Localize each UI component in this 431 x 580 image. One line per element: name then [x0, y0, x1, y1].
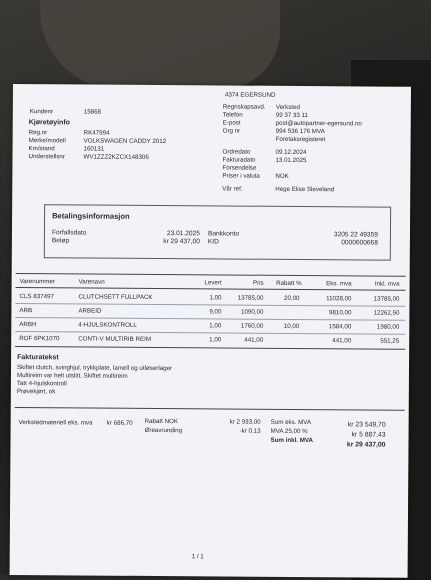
table-cell: 4-HJULSKONTROLL: [78, 321, 137, 328]
vehicle-title: Kjøretøyinfo: [29, 119, 70, 126]
discount-label: Rabatt NOK: [145, 418, 178, 425]
sum-ex-label: Sum eks. MVA: [271, 419, 312, 426]
table-row: ARBH: [19, 321, 36, 328]
order-value-currency: NOK: [275, 173, 288, 180]
vehicle-label-km: Km/stand: [29, 145, 55, 152]
supplier-city: 4374 EGERSUND: [225, 91, 276, 98]
table-cell: 1,00: [181, 294, 221, 301]
th-varenavn: Varenavn: [79, 278, 105, 285]
table-cell: CONTI-V MULTIRIB REIM: [78, 335, 151, 343]
th-pris: Pris: [224, 279, 264, 286]
payment-kid-value: 0000600668: [292, 239, 378, 247]
table-cell: 10,00: [259, 323, 299, 330]
table-cell: 13785,00: [355, 295, 399, 302]
invoice-paper: [10, 84, 411, 578]
discount-value: kr 2 933,00: [211, 418, 261, 425]
vat-value: kr 5 887,43: [331, 431, 386, 438]
row-divider: [15, 331, 405, 335]
table-cell: 1980,00: [355, 323, 399, 330]
order-value-invdate: 13.01.2025: [275, 157, 306, 164]
rounding-value: -kr 0,13: [211, 427, 261, 434]
vehicle-value-reg: RK47994: [84, 129, 110, 136]
payment-due-value: 23.01.2025: [132, 230, 200, 237]
order-ref-value: Hege Elise Sleveland: [275, 186, 334, 193]
notes-line: Prøvekjørt, ok: [17, 388, 56, 395]
order-label-date: Ordredato: [223, 148, 251, 155]
value-phone: 99 37 33 11: [276, 112, 308, 119]
table-cell: 13785,00: [223, 294, 263, 301]
table-cell: 9810,00: [307, 309, 351, 316]
label-org: Org nr: [223, 127, 241, 134]
page-number: 1 / 1: [192, 553, 204, 560]
materials-value: kr 686,70: [91, 420, 133, 427]
table-row: ROF 6PK1070: [19, 335, 59, 342]
vehicle-value-km: 160131: [84, 145, 105, 152]
table-cell: 1,00: [181, 322, 221, 329]
table-top-line: [16, 273, 406, 277]
order-label-invdate: Fakturadato: [222, 156, 255, 163]
materials-label: Verkstedmateriell eks. mva: [19, 419, 93, 427]
row-divider: [15, 317, 405, 321]
row-divider: [15, 303, 405, 307]
payment-kid-label: KID: [208, 238, 219, 245]
payment-bank-value: 3205 22 49359: [292, 231, 378, 239]
table-cell: 9,00: [181, 308, 221, 315]
table-row: ARB: [19, 307, 32, 314]
payment-due-label: Forfallsdato: [52, 229, 87, 236]
payment-amount-label: Beløp: [52, 237, 69, 244]
customer-value: 15868: [84, 108, 101, 115]
vat-label: MVA 25,00 %: [271, 428, 308, 435]
vehicle-value-vin: WV1ZZZ2KZCX148306: [83, 153, 148, 160]
table-cell: 1584,00: [307, 323, 351, 330]
table-cell: 441,00: [307, 337, 351, 344]
th-inkl-mva: Inkl. mva: [356, 280, 400, 287]
table-cell: 11028,00: [307, 295, 351, 302]
table-header-line: [16, 287, 406, 291]
payment-amount-value: kr 29 437,00: [132, 238, 200, 245]
payment-title: Betalingsinformasjon: [52, 212, 130, 220]
notes-line: Tatt 4-hjulskontroll: [17, 380, 67, 387]
sum-ex-value: kr 23 549,70: [331, 421, 386, 428]
label-phone: Telefon: [223, 111, 243, 118]
label-acct: Regnskapsavd.: [223, 103, 266, 110]
value-org: 994 536 176 MVA: [276, 128, 325, 135]
table-cell: 20,00: [259, 295, 299, 302]
vehicle-label-reg: Reg.nr: [29, 129, 48, 136]
table-cell: 1090,00: [223, 308, 263, 315]
customer-label: Kundenr: [30, 108, 53, 115]
table-cell: ARBEID: [78, 307, 101, 314]
table-cell: 1,00: [181, 336, 221, 343]
vehicle-label-model: Merke/modell: [29, 137, 66, 144]
th-rabatt: Rabatt %: [260, 280, 302, 287]
rounding-label: Øreavrunding: [145, 427, 183, 434]
vehicle-label-vin: Understellsnr: [28, 153, 65, 160]
order-ref-label: Vår ref.: [222, 185, 242, 192]
table-cell: 1760,00: [223, 322, 263, 329]
sum-inc-label: Sum inkl. MVA: [270, 437, 313, 444]
payment-bank-label: Bankkonto: [208, 230, 239, 237]
order-label-currency: Priser i valuta: [222, 172, 260, 179]
vehicle-value-model: VOLKSWAGEN CADDY 2012: [84, 137, 167, 145]
value-email: post@autopartner-egersund.no: [276, 120, 362, 128]
table-cell: 441,00: [223, 336, 263, 343]
table-row: CLS 837497: [19, 293, 53, 300]
notes-title: Fakturatekst: [17, 354, 59, 361]
notes-line: Multireim var helt utslitt. Skiftet multireim: [17, 372, 128, 380]
sum-inc-value: kr 29 437,00: [325, 441, 385, 448]
label-email: E-post: [223, 119, 241, 126]
table-cell: 12262,50: [355, 309, 399, 316]
table-cell: CLUTCHSETT FULLPACK: [78, 293, 152, 301]
order-value-date: 09.12.2024: [276, 149, 307, 156]
th-levert: Levert: [182, 279, 222, 286]
th-varenummer: Varenummer: [20, 278, 55, 285]
table-bottom-line: [15, 346, 405, 350]
table-cell: 551,25: [355, 337, 399, 344]
value-acct: Verksted: [276, 104, 300, 111]
order-label-ship: Forsendelse: [222, 164, 256, 171]
value-org2: Foretaksregisteret: [276, 136, 326, 143]
totals-top-line: [15, 407, 405, 411]
notes-line: Skiftet clutch, svinghjul, trykkplate, lamell og utløserlager: [17, 364, 172, 372]
car-seat: [40, 0, 280, 90]
th-eks-mva: Eks. mva: [308, 280, 352, 287]
